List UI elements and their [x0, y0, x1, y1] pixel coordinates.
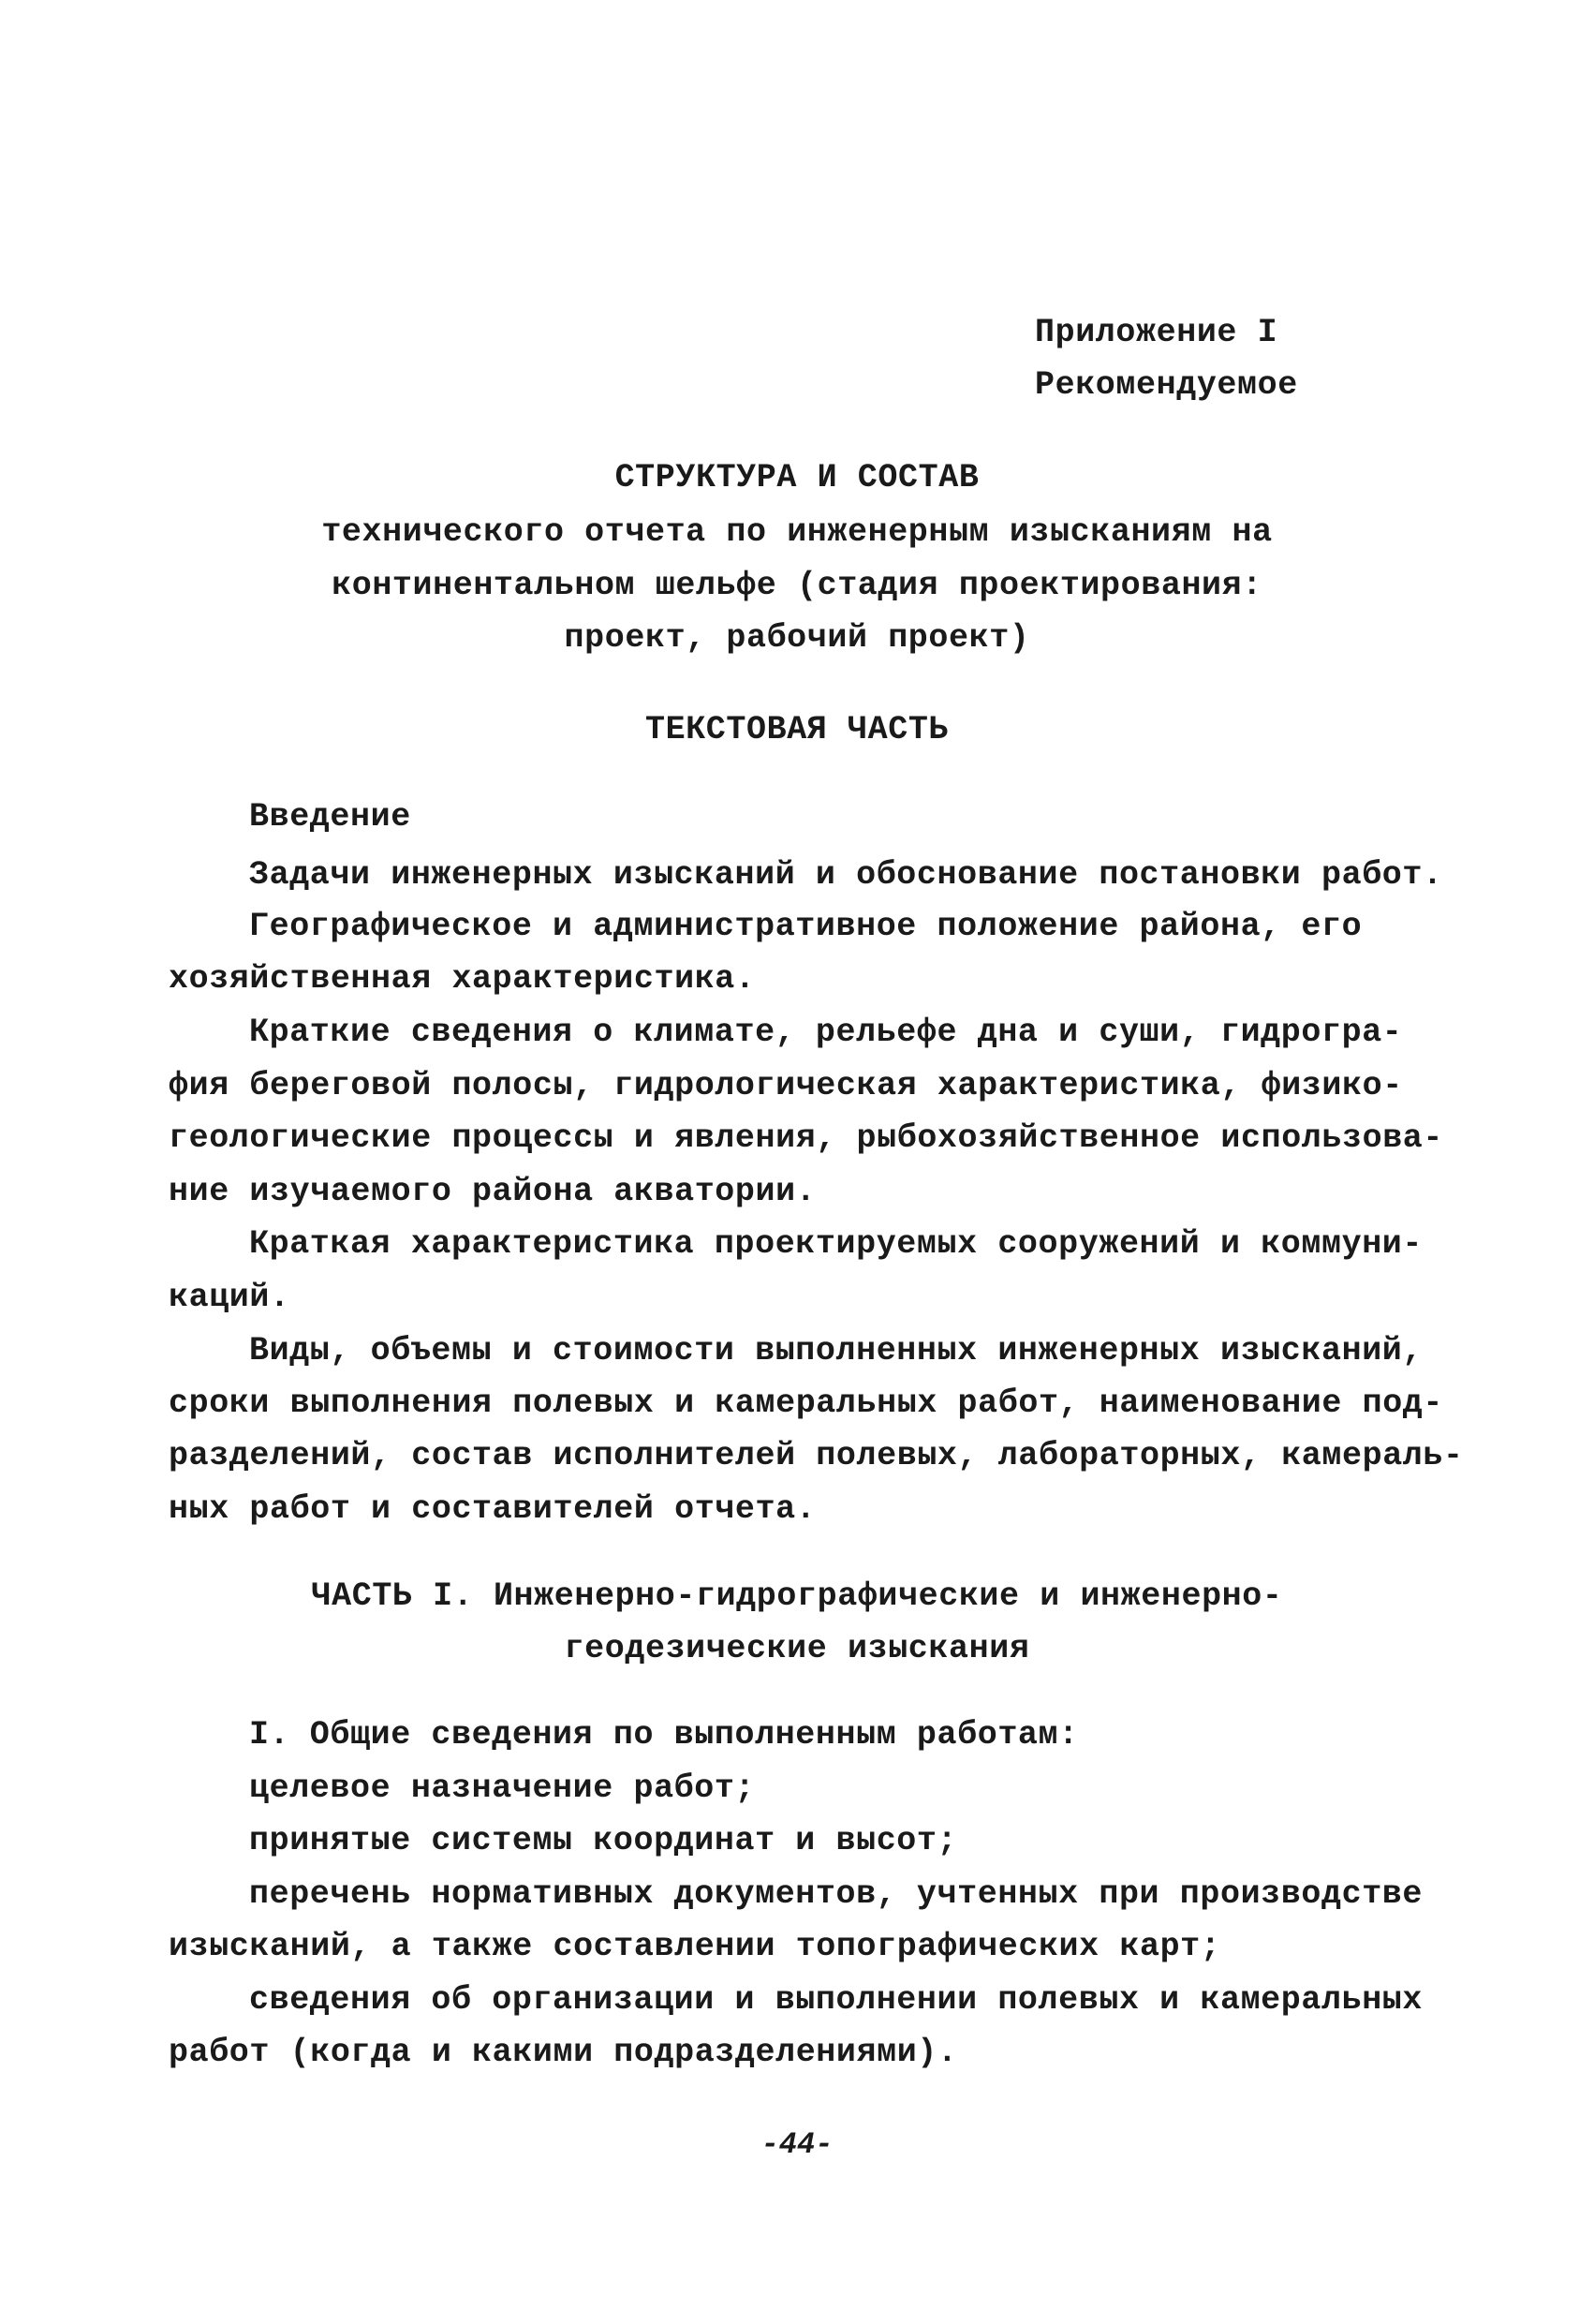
paragraph-line: работ (когда и какими подразделениями).: [169, 2034, 958, 2071]
paragraph-line: Географическое и административное положение района, его: [249, 908, 1363, 945]
subtitle-line: проект, рабочий проект): [564, 619, 1030, 657]
subtitle-line: континентальном шельфе (стадия проектирования:: [332, 567, 1262, 604]
paragraph-line: Краткая характеристика проектируемых сооружений и коммуни-: [249, 1225, 1423, 1263]
paragraph-line: ных работ и составителей отчета.: [169, 1490, 817, 1528]
paragraph-line: принятые системы координат и высот;: [249, 1822, 958, 1859]
appendix-label: Приложение I: [1035, 314, 1278, 351]
paragraph-line: ние изучаемого района акватории.: [169, 1173, 817, 1210]
paragraph-line: каций.: [169, 1279, 290, 1316]
paragraph-line: сведения об организации и выполнении полевых и камеральных: [249, 1981, 1423, 2019]
section-heading: ТЕКСТОВАЯ ЧАСТЬ: [644, 711, 950, 748]
paragraph-line: изысканий, а также составлении топографических карт;: [169, 1928, 1221, 1965]
document-title: СТРУКТУРА И СОСТАВ: [614, 459, 980, 496]
page-number: -44-: [760, 2127, 834, 2162]
paragraph-line: хозяйственная характеристика.: [169, 960, 756, 998]
paragraph-line: разделений, состав исполнителей полевых, лабораторных, камераль-: [169, 1437, 1464, 1474]
paragraph-line: Виды, объемы и стоимости выполненных инженерных изысканий,: [249, 1332, 1423, 1369]
part-title: геодезические изыскания: [564, 1630, 1030, 1667]
paragraph-line: сроки выполнения полевых и камеральных работ, наименование под-: [169, 1384, 1444, 1422]
subtitle-line: технического отчета по инженерным изысканиям на: [321, 513, 1273, 551]
intro-title: Введение: [249, 798, 411, 836]
paragraph-line: фия береговой полосы, гидрологическая характеристика, физико-: [169, 1067, 1403, 1104]
appendix-status: Рекомендуемое: [1035, 366, 1298, 404]
paragraph-line: целевое назначение работ;: [249, 1769, 756, 1807]
paragraph-line: геологические процессы и явления, рыбохозяйственное использова-: [169, 1119, 1444, 1157]
paragraph-line: Краткие сведения о климате, рельефе дна и суши, гидрогра-: [249, 1014, 1403, 1051]
part-title: ЧАСТЬ I. Инженерно-гидрографические и инженерно-: [311, 1577, 1283, 1615]
paragraph-line: Задачи инженерных изысканий и обоснование постановки работ.: [249, 856, 1443, 894]
paragraph-line: перечень нормативных документов, учтенных при производстве: [249, 1875, 1423, 1913]
paragraph-line: I. Общие сведения по выполненным работам:: [249, 1716, 1079, 1754]
